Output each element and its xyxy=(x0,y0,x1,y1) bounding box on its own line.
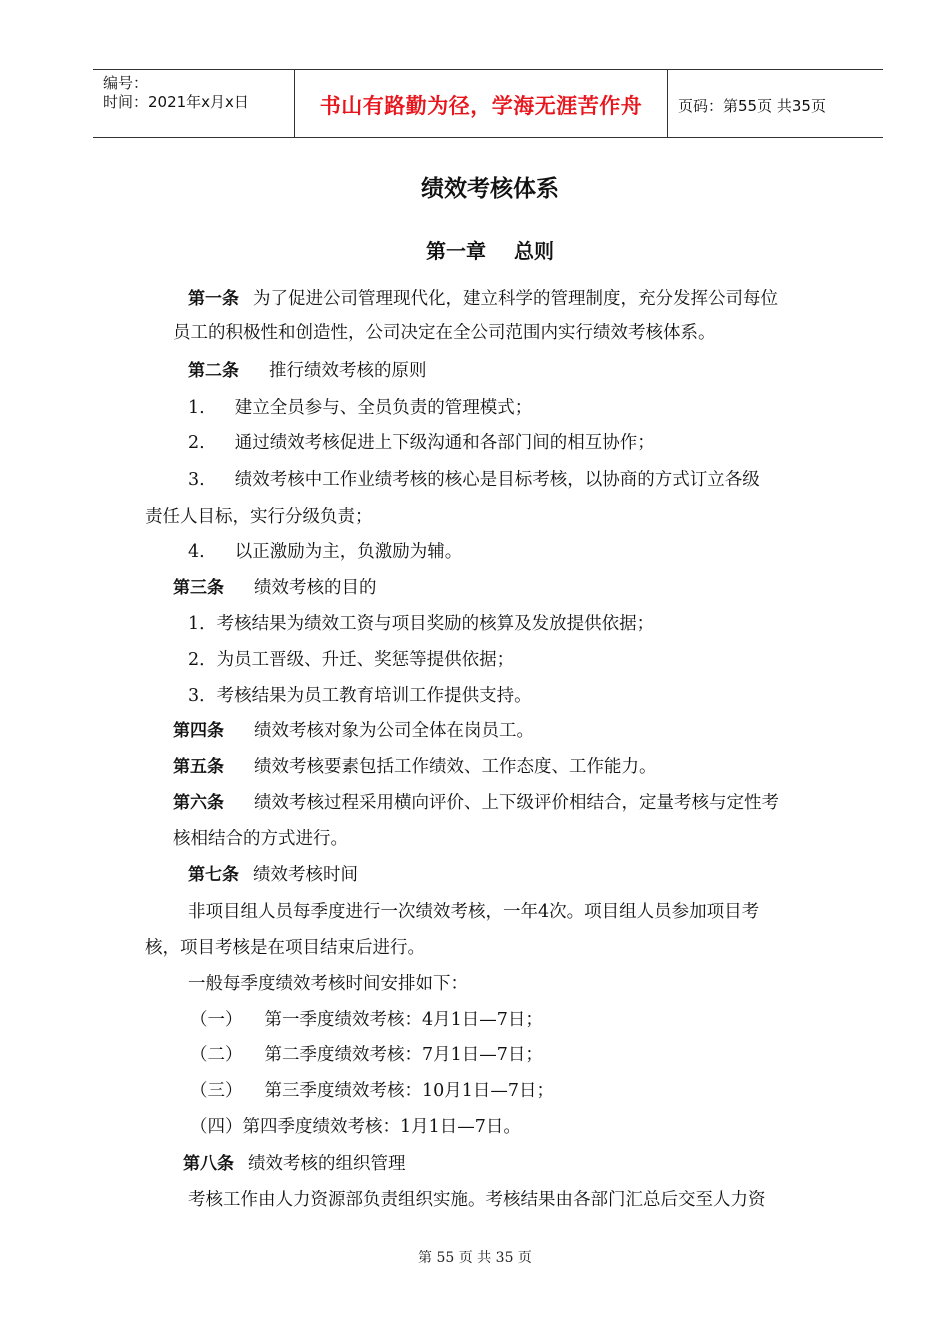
schedule-q2-number: （二） xyxy=(190,1045,243,1065)
article-1-label: 第一条 xyxy=(188,289,239,309)
header-meta-cell xyxy=(93,70,295,137)
purpose-1: 1．考核结果为绩效工资与项目奖励的核算及发放提供依据； xyxy=(188,614,655,634)
principle-1-number: 1. xyxy=(188,398,205,418)
principle-2 xyxy=(188,431,655,455)
schedule-q3-number: （三） xyxy=(190,1081,243,1101)
header-page-info: 页码：第55页 共35页 xyxy=(678,97,826,115)
principle-2-text: 通过绩效考核促进上下级沟通和各部门间的相互协作； xyxy=(234,433,655,453)
article-7-text: 绩效考核时间 xyxy=(253,865,358,885)
schedule-q3-text: 第三季度绩效考核：10月1日—7日； xyxy=(264,1081,555,1101)
article-3-heading xyxy=(173,576,377,600)
page-footer: 第 55 页 共 35 页 xyxy=(418,1250,532,1266)
article-1-text-1: 为了促进公司管理现代化，建立科学的管理制度，充分发挥公司每位 xyxy=(253,289,778,309)
article-8-heading xyxy=(183,1152,406,1176)
article-7-para-1-line-2: 核，项目考核是在项目结束后进行。 xyxy=(145,938,425,958)
principle-4-text: 以正激励为主，负激励为辅。 xyxy=(234,542,463,562)
article-7-para-1-line-1: 非项目组人员每季度进行一次绩效考核，一年4次。项目组人员参加项目考 xyxy=(188,902,760,922)
purpose-3: 3．考核结果为员工教育培训工作提供支持。 xyxy=(188,686,532,706)
principle-1 xyxy=(188,396,532,420)
article-7-label: 第七条 xyxy=(188,865,239,885)
principle-4-number: 4. xyxy=(188,542,205,562)
document-time-label: 时间：2021年x月x日 xyxy=(103,93,249,111)
article-2-text: 推行绩效考核的原则 xyxy=(269,361,427,381)
article-2-label: 第二条 xyxy=(188,361,239,381)
document-header xyxy=(93,69,883,138)
principle-1-text: 建立全员参与、全员负责的管理模式； xyxy=(234,398,533,418)
article-5-label: 第五条 xyxy=(173,757,224,777)
header-motto: 书山有路勤为径，学海无涯苦作舟 xyxy=(319,94,643,118)
principle-3-text-1: 绩效考核中工作业绩考核的核心是目标考核，以协商的方式订立各级 xyxy=(234,470,760,490)
article-3-text: 绩效考核的目的 xyxy=(254,578,377,598)
schedule-q1 xyxy=(190,1008,543,1032)
principle-4 xyxy=(188,540,462,564)
principle-3-line-2: 责任人目标，实行分级负责； xyxy=(145,507,373,527)
article-2-heading xyxy=(188,359,427,383)
article-6-label: 第六条 xyxy=(173,793,224,813)
schedule-q1-text: 第一季度绩效考核：4月1日—7日； xyxy=(264,1010,543,1030)
article-5 xyxy=(173,755,657,779)
article-5-text: 绩效考核要素包括工作绩效、工作态度、工作能力。 xyxy=(254,757,657,777)
schedule-q4: （四）第四季度绩效考核：1月1日—7日。 xyxy=(190,1117,521,1137)
chapter-number: 第一章 xyxy=(426,239,486,263)
schedule-q2 xyxy=(190,1043,543,1067)
article-1-line-1 xyxy=(188,287,778,311)
document-title: 绩效考核体系 xyxy=(421,176,559,202)
chapter-name: 总则 xyxy=(514,239,554,263)
article-4-label: 第四条 xyxy=(173,721,224,741)
article-6-line-1 xyxy=(173,791,779,815)
article-4-text: 绩效考核对象为公司全体在岗员工。 xyxy=(254,721,534,741)
article-4 xyxy=(173,719,534,743)
document-number-label: 编号： xyxy=(103,74,149,92)
article-8-para-1: 考核工作由人力资源部负责组织实施。考核结果由各部门汇总后交至人力资 xyxy=(188,1190,766,1210)
header-motto-cell xyxy=(295,70,668,137)
article-6-line-2: 核相结合的方式进行。 xyxy=(173,829,348,849)
article-7-para-2: 一般每季度绩效考核时间安排如下： xyxy=(188,974,468,994)
schedule-q2-text: 第二季度绩效考核：7月1日—7日； xyxy=(264,1045,543,1065)
principle-2-number: 2. xyxy=(188,433,205,453)
article-1-line-2: 员工的积极性和创造性，公司决定在全公司范围内实行绩效考核体系。 xyxy=(173,323,716,343)
chapter-heading xyxy=(0,235,950,264)
header-page-cell xyxy=(668,70,883,137)
article-8-label: 第八条 xyxy=(183,1154,234,1174)
article-7-heading xyxy=(188,863,358,887)
article-6-text-1: 绩效考核过程采用横向评价、上下级评价相结合，定量考核与定性考 xyxy=(254,793,779,813)
article-3-label: 第三条 xyxy=(173,578,224,598)
principle-3 xyxy=(188,468,760,492)
schedule-q3 xyxy=(190,1079,554,1103)
article-8-text: 绩效考核的组织管理 xyxy=(248,1154,406,1174)
schedule-q1-number: （一） xyxy=(190,1010,243,1030)
principle-3-number: 3. xyxy=(188,470,205,490)
purpose-2: 2．为员工晋级、升迁、奖惩等提供依据； xyxy=(188,650,515,670)
